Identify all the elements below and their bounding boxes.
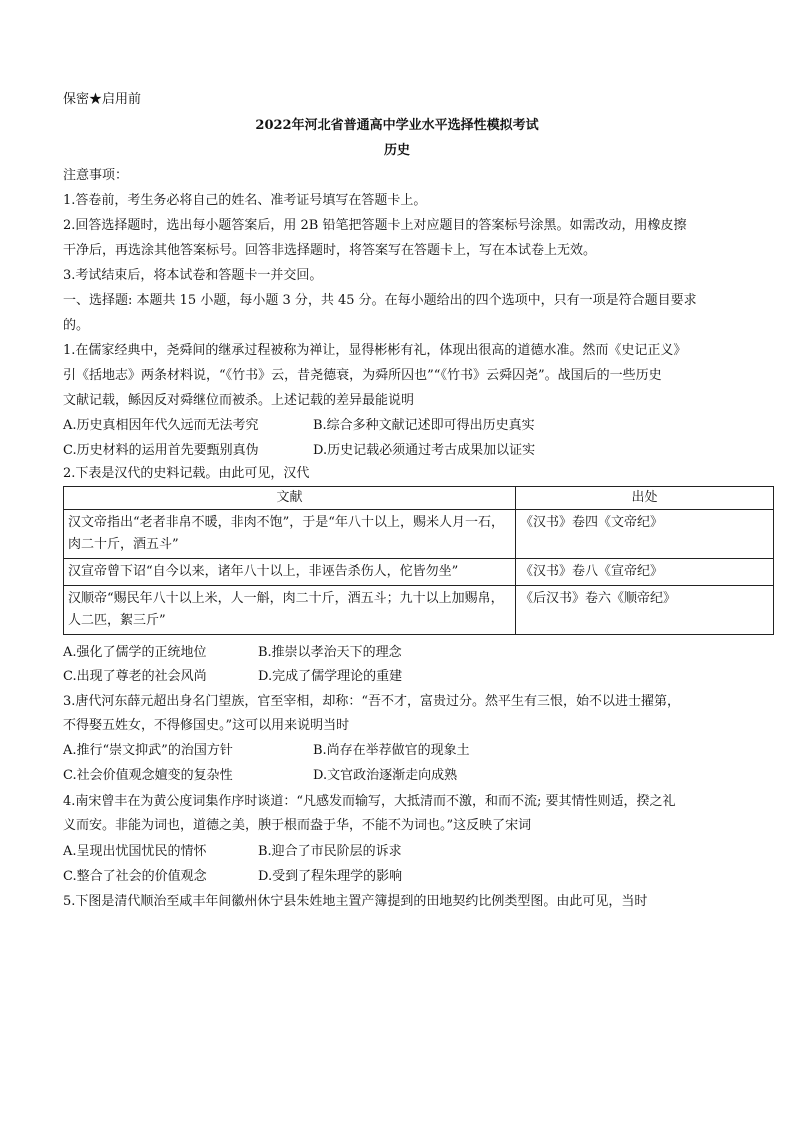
note-item: 干净后，再选涂其他答案标号。回答非选择题时，将答案写在答题卡上，写在本试卷上无效。 [63, 243, 597, 258]
table-header-row [64, 487, 774, 510]
q1-stem: 1.在儒家经典中，尧舜间的继承过程被称为禅让，显得彬彬有礼，体现出很高的道德水准。然而《史记正义》 [63, 343, 687, 358]
table-row [64, 510, 774, 559]
q1-option-a: A.历史真相因年代久远而无法考究 [63, 418, 259, 433]
q1-option-c: C.历史材料的运用首先要甄别真伪 [63, 443, 259, 458]
note-item: 2.回答选择题时，选出每小题答案后，用 2B 铅笔把答题卡上对应题目的答案标号涂黑。如需改动，用橡皮擦 [63, 218, 687, 233]
q4-stem: 4.南宋曾丰在为黄公度词集作序时谈道：“凡感发而输写，大抵清而不激，和而不流; 要其情性则适，揆之礼 [63, 794, 676, 809]
q3-option-c: C.社会价值观念嬗变的复杂性 [63, 768, 233, 783]
q1-option-d: D.历史记载必须通过考古成果加以证实 [313, 443, 536, 458]
q4-stem: 义而安。非能为词也，道德之美，腴于根而盎于华，不能不为词也。”这反映了宋词 [63, 818, 532, 833]
q5-stem: 5.下图是清代顺治至咸丰年间徽州休宁县朱姓地主置产簿提到的田地契约比例类型图。由此可见，当时 [63, 894, 648, 909]
table-row [64, 586, 774, 635]
exam-title: 2022年河北省普通高中学业水平选择性模拟考试 [255, 118, 539, 133]
table-cell-source: 《汉书》卷四《文帝纪》 [516, 510, 774, 559]
q1-stem: 引《括地志》两条材料说，“《竹书》云，昔尧德衰，为舜所囚也”“《竹书》云舜囚尧”。战国后的一些历史 [63, 368, 662, 383]
notes-heading: 注意事项： [63, 168, 129, 183]
q1-stem: 文献记载，鲧因反对舜继位而被杀。上述记载的差异最能说明 [63, 393, 415, 408]
q4-option-c: C.整合了社会的价值观念 [63, 869, 207, 884]
q3-option-a: A.推行“崇文抑武”的治国方针 [63, 743, 233, 758]
q3-option-d: D.文官政治逐渐走向成熟 [313, 768, 458, 783]
table-cell-document: 汉顺帝“赐民年八十以上米，人一斛，肉二十斤，酒五斗；九十以上加赐帛，人二匹，絮三斤” [64, 586, 516, 635]
note-item: 3.考试结束后，将本试卷和答题卡一并交回。 [63, 268, 323, 283]
q1-option-b: B.综合多种文献记述即可得出历史真实 [313, 418, 535, 433]
q2-source-table [63, 486, 774, 635]
q2-stem: 2.下表是汉代的史料记载。由此可见，汉代 [63, 466, 310, 481]
q4-option-d: D.受到了程朱理学的影响 [258, 869, 403, 884]
section-intro-cont: 的。 [63, 318, 90, 333]
q2-option-d: D.完成了儒学理论的重建 [258, 669, 403, 684]
q4-option-b: B.迎合了市民阶层的诉求 [258, 844, 402, 859]
table-cell-source: 《后汉书》卷六《顺帝纪》 [516, 586, 774, 635]
table-row [64, 559, 774, 586]
note-item: 1.答卷前，考生务必将自己的姓名、准考证号填写在答题卡上。 [63, 193, 427, 208]
table-header-source: 出处 [516, 487, 774, 510]
section-intro: 一、选择题: 本题共 15 小题，每小题 3 分，共 45 分。在每小题给出的四个选项中，只有一项是符合题目要求 [63, 293, 697, 308]
subject-title: 历史 [383, 143, 410, 158]
q3-stem: 3.唐代河东薛元超出身名门望族，官至宰相，却称：“吾不才，富贵过分。然平生有三恨，始不以进士擢第， [63, 694, 681, 709]
table-cell-source: 《汉书》卷八《宣帝纪》 [516, 559, 774, 586]
q2-option-c: C.出现了尊老的社会风尚 [63, 669, 207, 684]
q3-option-b: B.尚存在举荐做官的现象土 [313, 743, 470, 758]
table-header-document: 文献 [64, 487, 516, 510]
q3-stem: 不得娶五姓女，不得修国史。”这可以用来说明当时 [63, 718, 350, 733]
q4-option-a: A.呈现出忧国忧民的情怀 [63, 844, 207, 859]
confidential-mark: 保密★启用前 [63, 92, 142, 107]
q2-option-b: B.推崇以孝治天下的理念 [258, 645, 402, 660]
table-cell-document: 汉文帝指出“老者非帛不暖，非肉不饱”，于是“年八十以上，赐米人月一石，肉二十斤，酒五斗” [64, 510, 516, 559]
table-cell-document: 汉宣帝曾下诏“自今以来，诸年八十以上，非诬告杀伤人，佗皆勿坐” [64, 559, 516, 586]
q2-option-a: A.强化了儒学的正统地位 [63, 645, 207, 660]
